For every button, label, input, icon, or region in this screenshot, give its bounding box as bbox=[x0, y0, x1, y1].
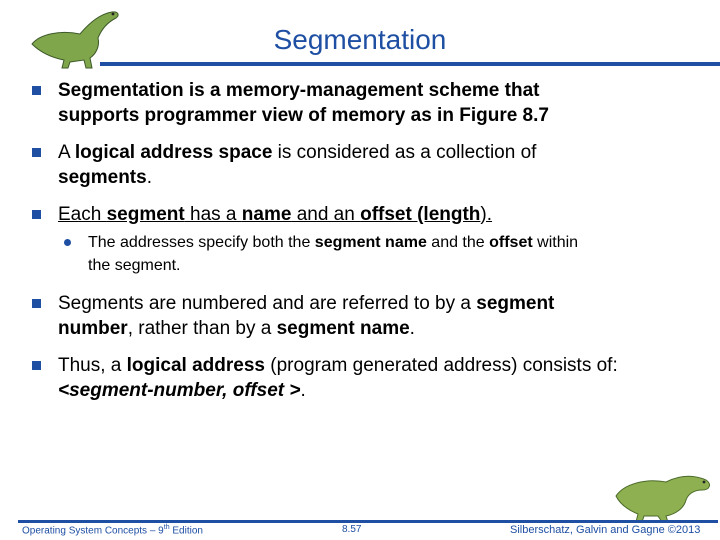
sub-bullet-addresses bbox=[30, 231, 710, 277]
bullet-text: A bbox=[58, 142, 75, 163]
bullet-emphasis: offset (length bbox=[360, 204, 481, 225]
bullet-text: . bbox=[409, 318, 415, 339]
bullet-segment-name-offset bbox=[30, 202, 710, 227]
bullet-text: Each bbox=[58, 204, 107, 225]
bullet-logical-address-space bbox=[30, 140, 710, 190]
square-bullet-icon bbox=[32, 148, 41, 157]
bullet-text: Thus, a bbox=[58, 355, 127, 376]
dinosaur-icon bbox=[606, 466, 716, 522]
footer-copyright: Silberschatz, Galvin and Gagne ©2013 bbox=[510, 524, 701, 536]
slide-content bbox=[30, 78, 710, 415]
sub-bullet-emphasis: segment name bbox=[314, 234, 427, 251]
bullet-emphasis: logical address space bbox=[74, 142, 273, 163]
bullet-text: ). bbox=[480, 204, 493, 225]
bullet-text: supports programmer view of memory as in Figure 8.7 bbox=[58, 105, 549, 126]
bullet-emphasis: number bbox=[58, 318, 128, 339]
bullet-text: is considered as a collection of bbox=[272, 142, 537, 163]
bullet-segments-numbered bbox=[30, 291, 710, 341]
bullet-segmentation-definition bbox=[30, 78, 710, 128]
square-bullet-icon bbox=[32, 299, 41, 308]
title-bar bbox=[0, 0, 720, 70]
bullet-emphasis: segments bbox=[58, 167, 147, 188]
bullet-emphasis: name bbox=[241, 204, 292, 225]
footer-superscript: th bbox=[163, 524, 170, 531]
footer-divider bbox=[18, 520, 718, 523]
sub-bullet-emphasis: offset bbox=[489, 234, 533, 251]
sub-bullet-text: the segment. bbox=[88, 257, 181, 274]
bullet-text: has a bbox=[184, 204, 242, 225]
bullet-emphasis: segment bbox=[106, 204, 185, 225]
page-title: Segmentation bbox=[273, 24, 447, 55]
round-bullet-icon bbox=[64, 239, 71, 246]
square-bullet-icon bbox=[32, 361, 41, 370]
sub-bullet-text: within bbox=[532, 234, 579, 251]
bullet-text: , rather than by a bbox=[127, 318, 277, 339]
footer-text: Edition bbox=[169, 525, 203, 537]
square-bullet-icon bbox=[32, 86, 41, 95]
bullet-logical-address-format bbox=[30, 353, 710, 403]
bullet-text: . bbox=[300, 380, 306, 401]
bullet-text: . bbox=[146, 167, 152, 188]
bullet-text: Segmentation is a memory-management scheme that bbox=[58, 80, 540, 101]
sub-bullet-text: and the bbox=[426, 234, 490, 251]
page-number: 8.57 bbox=[342, 524, 362, 535]
title-divider bbox=[100, 62, 720, 66]
bullet-emphasis: segment name bbox=[276, 318, 410, 339]
bullet-text: Segments are numbered and are referred to by a bbox=[58, 293, 477, 314]
square-bullet-icon bbox=[32, 210, 41, 219]
bullet-text: and an bbox=[291, 204, 361, 225]
bullet-text: (program generated address) consists of: bbox=[265, 355, 618, 376]
sub-bullet-text: The addresses specify both the bbox=[88, 234, 315, 251]
bullet-emphasis: segment bbox=[476, 293, 555, 314]
bullet-emphasis: <segment-number, offset > bbox=[58, 380, 301, 401]
footer-book-title bbox=[22, 524, 203, 536]
bullet-emphasis: logical address bbox=[126, 355, 265, 376]
footer-text: Operating System Concepts – 9 bbox=[22, 525, 164, 537]
